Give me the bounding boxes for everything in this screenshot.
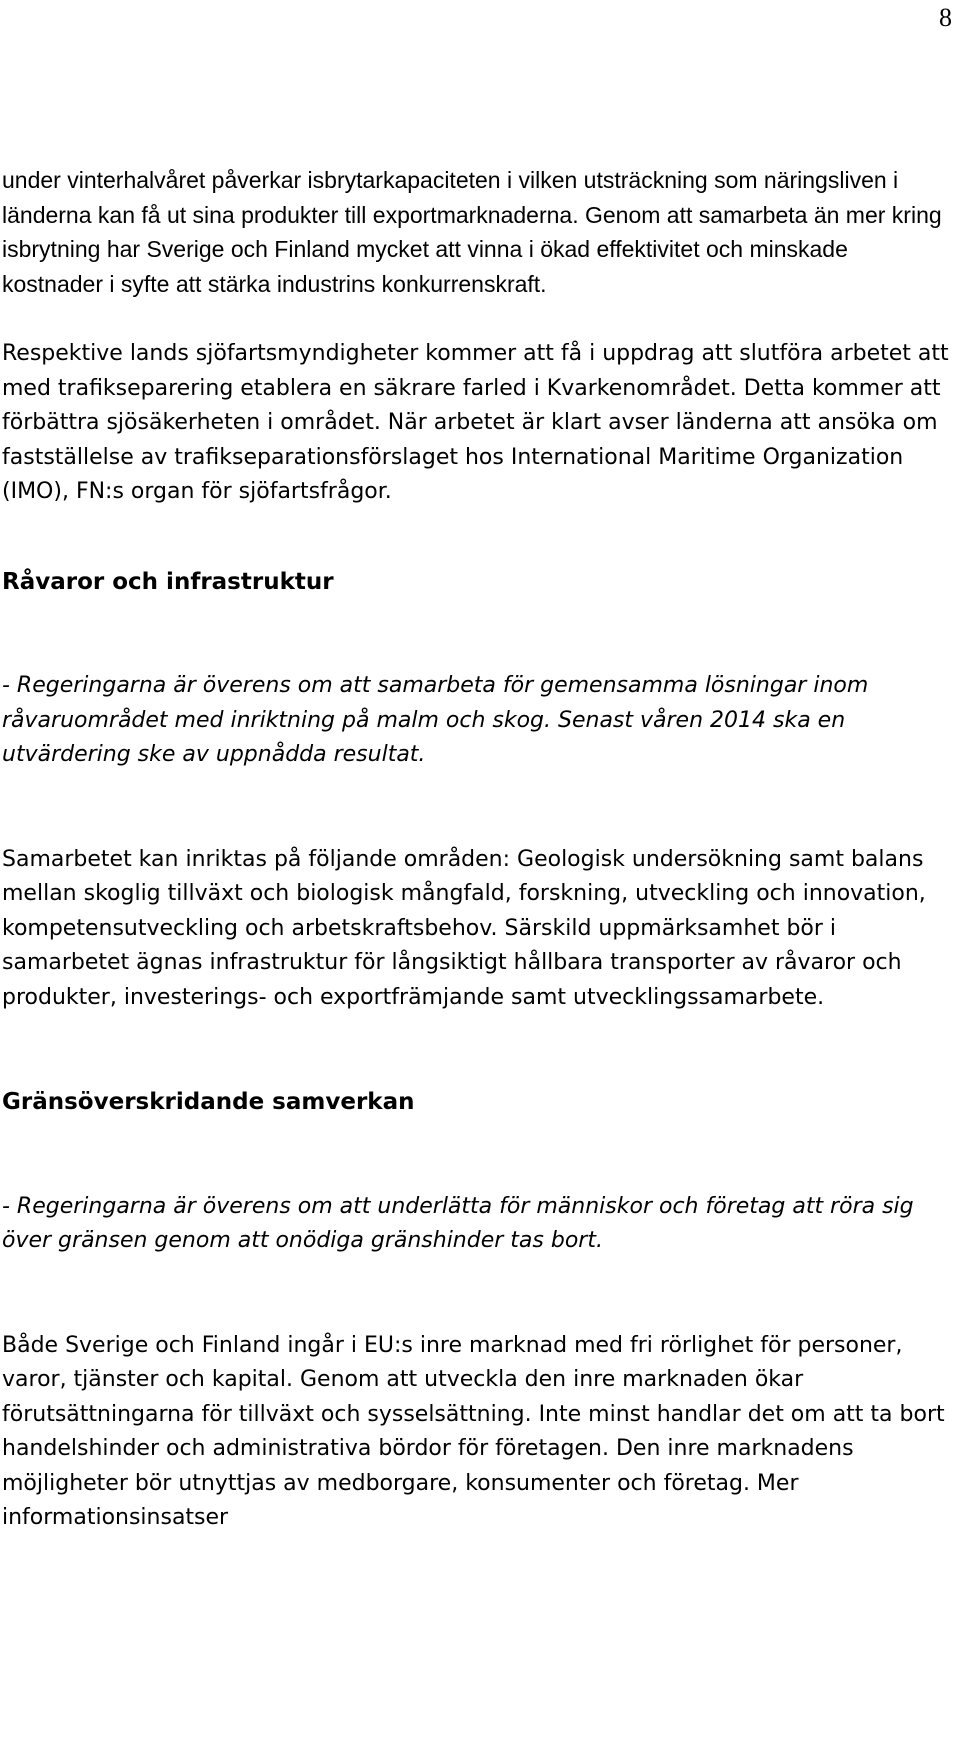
paragraph-cooperation-areas: Samarbetet kan inriktas på följande områden: Geologisk undersökning samt balans mellan skoglig tillväxt och biologisk mångfald, forskning, utveckling och innovation, kompetensutveckling och arbetskraftsbehov. Särskild uppmärksamhet bör i samarbetet ägnas infrastruktur för långsiktigt hållbara transporter av råvaror och produkter, investerings- och exportfrämjande samt utvecklingssamarbete.: [2, 846, 926, 1010]
paragraph-maritime-safety: Respektive lands sjöfartsmyndigheter kommer att få i uppdrag att slutföra arbetet att med trafikseparering etablera en säkrare farled i Kvarkenområdet. Detta kommer att förbättra sjösäkerheten i området. När arbetet är klart avser länderna att ansöka om fastställelse av trafikseparationsförslaget hos International Maritime Organization (IMO), FN:s organ för sjöfartsfrågor.: [2, 341, 949, 504]
heading-cross-border: Gränsöverskridande samverkan: [2, 1089, 415, 1115]
spacer: [2, 1015, 952, 1085]
paragraph-internal-market: Både Sverige och Finland ingår i EU:s inre marknad med fri rörlighet för personer, varor, tjänster och kapital. Genom att utveckla den inre marknaden ökar förutsättningarna för tillväxt och sysselsättning. Inte minst handlar det om att ta bort handelshinder och administrativa bördor för företagen. Den inre marknadens möjligheter bör utnyttjas av medborgare, konsumenter och företag. Mer informationsinsatser: [2, 1332, 945, 1530]
spacer: [2, 301, 952, 337]
document-body: [2, 163, 952, 1536]
spacer: [2, 599, 952, 669]
spacer: [2, 1259, 952, 1329]
paragraph-icebreaking: under vinterhalvåret påverkar isbrytarkapaciteten i vilken utsträckning som näringsliven i länderna kan få ut sina produkter till exportmarknaderna. Genom att samarbeta än mer kring isbrytning har Sverige och Finland mycket att vinna i ökad effektivitet och minskade kostnader i syfte att stärka industrins konkurrenskraft.: [2, 167, 942, 297]
page-number: 8: [939, 3, 952, 32]
lead-cross-border: - Regeringarna är överens om att underlätta för människor och företag att röra sig över gränsen genom att onödiga gränshinder tas bort.: [2, 1193, 914, 1253]
spacer: [2, 510, 952, 565]
spacer: [2, 1120, 952, 1190]
spacer: [2, 773, 952, 843]
heading-raw-materials: Råvaror och infrastruktur: [2, 568, 334, 595]
lead-raw-materials: - Regeringarna är överens om att samarbeta för gemensamma lösningar inom råvaruområdet med inriktning på malm och skog. Senast våren 2014 ska en utvärdering ske av uppnådda resultat.: [2, 673, 869, 767]
